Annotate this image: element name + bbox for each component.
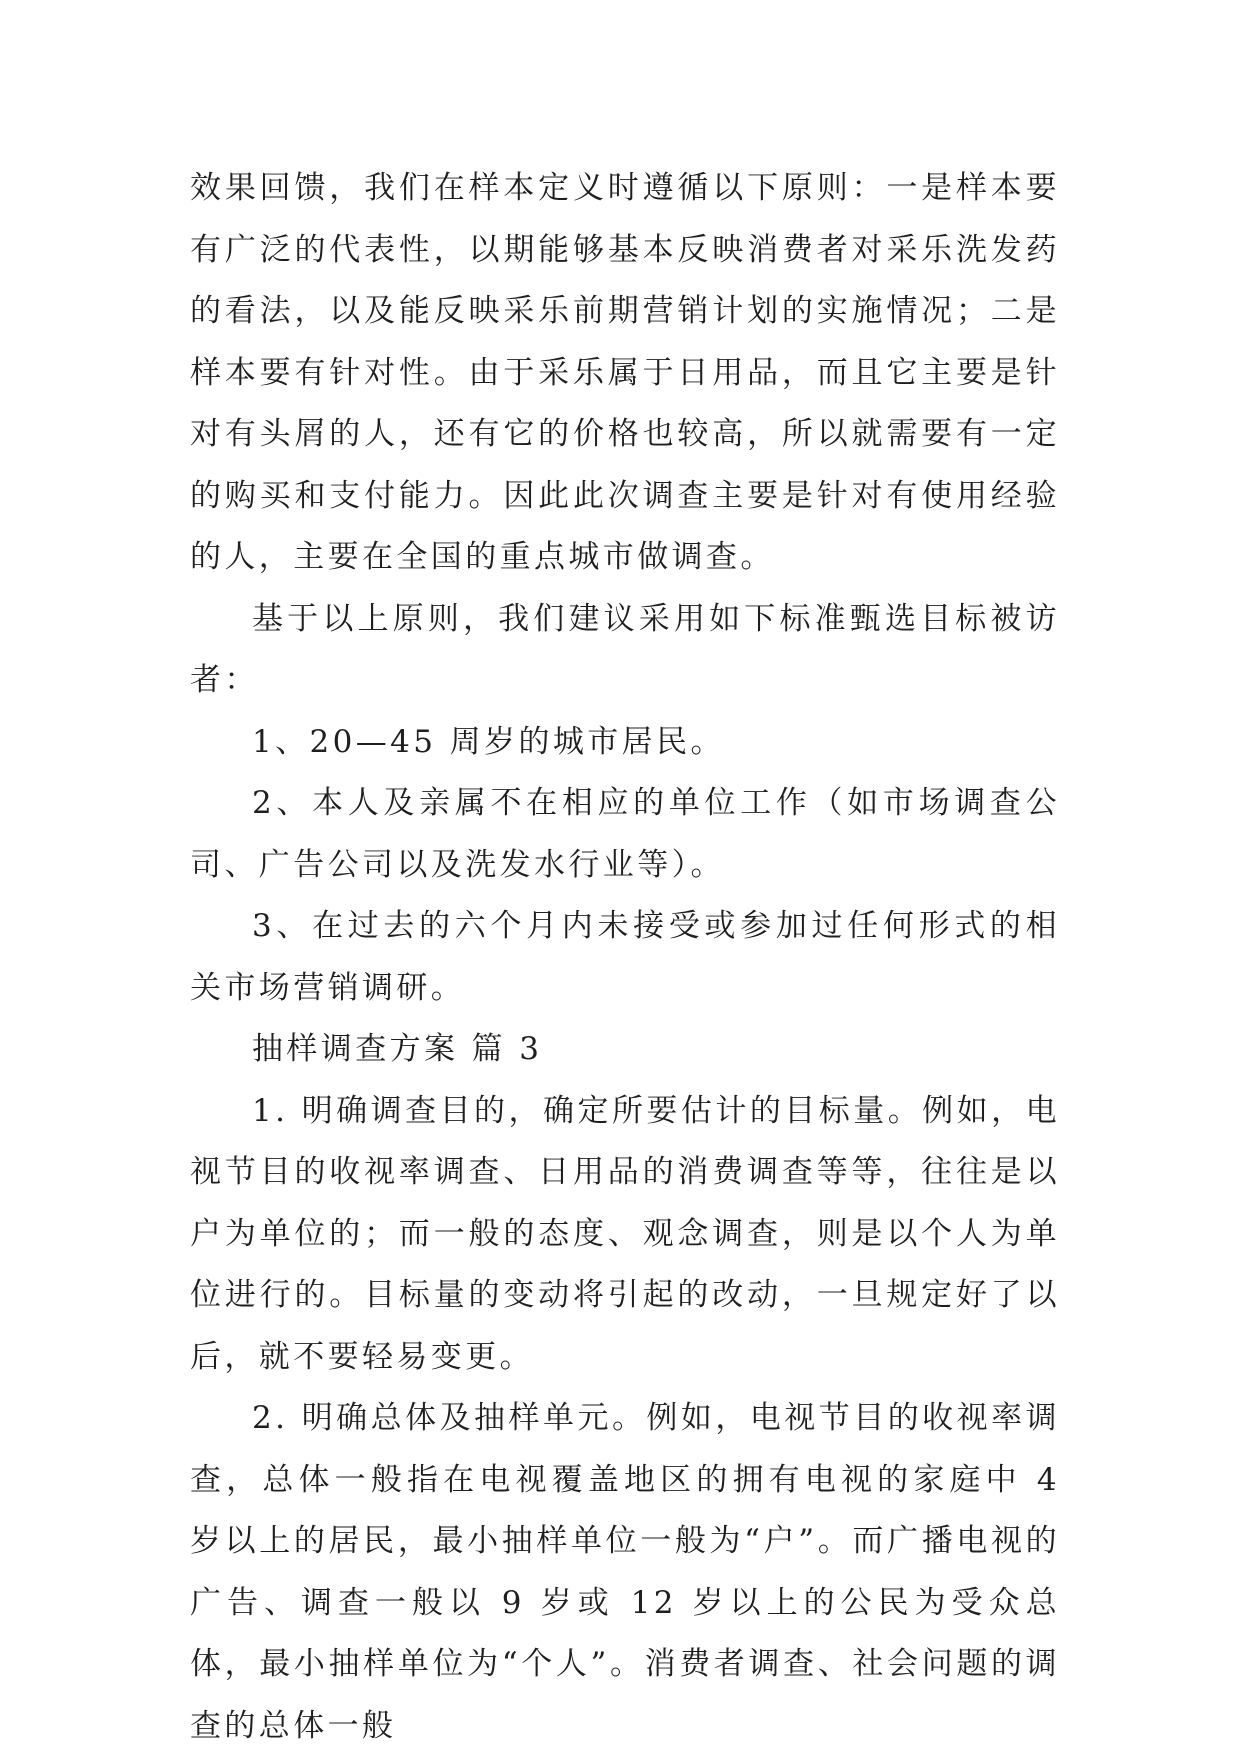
paragraph-selection-criteria-intro: 基于以上原则，我们建议采用如下标准甄选目标被访者： xyxy=(190,600,1060,698)
list-item-criterion-3: 3、在过去的六个月内未接受或参加过任何形式的相关市场营销调研。 xyxy=(190,908,1060,1006)
paragraph-step-2: 2. 明确总体及抽样单元。例如，电视节目的收视率调查，总体一般指在电视覆盖地区的拥有电视的家庭中 4 岁以上的居民，最小抽样单位一般为“户”。而广播电视的广告、调查一般以 9 岁或 12 岁以上的公民为受众总体，最小抽样单位为“个人”。消费者调查、社会问题的调查的总体一般 xyxy=(190,1400,1060,1744)
list-item-criterion-1: 1、20—45 周岁的城市居民。 xyxy=(252,723,725,760)
paragraph-sample-principles: 效果回馈，我们在样本定义时遵循以下原则：一是样本要有广泛的代表性，以期能够基本反映消费者对采乐洗发药的看法，以及能反映采乐前期营销计划的实施情况；二是样本要有针对性。由于采乐属于日用品，而且它主要是针对有头屑的人，还有它的价格也较高，所以就需要有一定的购买和支付能力。因此此次调查主要是针对有使用经验的人，主要在全国的重点城市做调查。 xyxy=(190,170,1060,575)
paragraph-step-1: 1. 明确调查目的，确定所要估计的目标量。例如，电视节目的收视率调查、日用品的消费调查等等，往往是以户为单位的；而一般的态度、观念调查，则是以个人为单位进行的。目标量的变动将引起的改动，一旦规定好了以后，就不要轻易变更。 xyxy=(190,1092,1060,1375)
document-body xyxy=(190,158,1060,1757)
section-heading: 抽样调查方案 篇 3 xyxy=(252,1031,543,1067)
list-item-criterion-2: 2、本人及亲属不在相应的单位工作（如市场调查公司、广告公司以及洗发水行业等）。 xyxy=(190,785,1060,883)
